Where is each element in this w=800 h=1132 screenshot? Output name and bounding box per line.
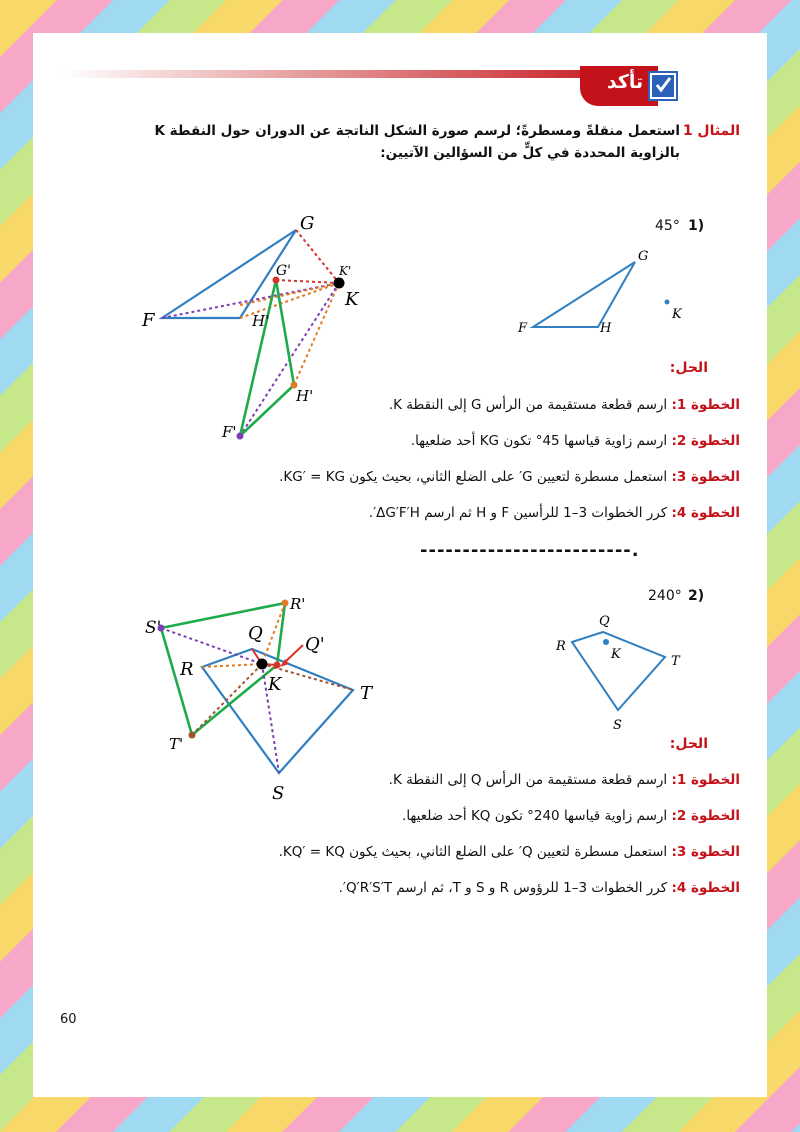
step-label: الخطوة 2: [671, 433, 740, 449]
step-label: الخطوة 1: [671, 397, 740, 413]
point-k [665, 300, 670, 305]
label-f: F [518, 321, 528, 336]
label-hp: H' [296, 387, 314, 405]
step-label: الخطوة 1: [671, 772, 740, 788]
q2-step-4 [140, 880, 740, 896]
segment-gk [296, 230, 339, 283]
example-intro: استعمل منقلةً ومسطرةً؛ لرسم صورة الشكل الناتجة عن الدوران حول النقطة K بالزاوية المحددة في كلٍّ من السؤالين الآتيين: [154, 123, 680, 161]
point-qp [274, 662, 281, 669]
triangle-fgh [533, 262, 635, 327]
segment-gpk [276, 280, 339, 283]
q1-solution-figure [130, 205, 390, 450]
question-1-number: 1) [688, 218, 705, 234]
label-q: Q [599, 614, 610, 629]
step-text: ارسم قطعة مستقيمة من الرأس Q إلى النقطة K. [388, 772, 668, 788]
point-k [603, 639, 609, 645]
label-t: T [671, 654, 680, 669]
q2-given-figure [545, 605, 705, 735]
q2-solution-label: الحل: [669, 736, 708, 752]
point-k [257, 659, 268, 670]
header-bar [62, 70, 642, 78]
page-number: 60 [60, 1012, 77, 1027]
q2-step-2 [140, 808, 740, 824]
page-title: تأكد [606, 71, 644, 93]
segment-ktp [192, 664, 262, 735]
step-text: ارسم زاوية قياسها 240° تكون KQ أحد ضلعيها. [402, 808, 668, 824]
q1-solution-label: الحل: [669, 360, 708, 376]
point-k [334, 278, 345, 289]
step-label: الخطوة 4: [671, 880, 740, 896]
label-g: G [300, 213, 315, 234]
segment-khp [294, 283, 339, 385]
q2-step-3 [140, 844, 740, 860]
page [33, 33, 767, 1097]
question-2-number: 2) [688, 588, 705, 604]
step-text: ارسم زاوية قياسها 45° تكون KG أحد ضلعيها. [410, 433, 668, 449]
step-text: ارسم قطعة مستقيمة من الرأس G إلى النقطة K. [388, 397, 668, 413]
q1-step-2 [140, 433, 740, 449]
example-label: المثال 1 [682, 123, 740, 139]
q1-step-1 [140, 397, 740, 413]
separator: -------------------------. [420, 540, 640, 561]
label-gp: G' [276, 263, 292, 279]
label-h: H [600, 321, 612, 336]
label-tp: T' [169, 735, 184, 753]
arrow-qp-line [284, 645, 303, 663]
q1-given-figure [500, 240, 700, 340]
label-t: T [360, 683, 373, 704]
question-1-angle: 45° [655, 218, 680, 234]
label-s: S [613, 718, 622, 733]
step-text: استعمل مسطرة لتعيين Q′ على الضلع الثاني، بحيث يكون KQ′ = KQ. [278, 844, 668, 860]
step-text: كرر الخطوات 3–1 للرأسين F و H ثم ارسم ΔG′F′H′. [368, 505, 668, 521]
label-qp: Q' [305, 634, 325, 655]
question-2-angle: 240° [648, 588, 682, 604]
q1-step-4 [140, 505, 740, 521]
label-r: R [180, 659, 194, 680]
segment-ksp [161, 628, 262, 664]
point-tp [189, 732, 196, 739]
label-k: K [672, 307, 682, 322]
step-label: الخطوة 3: [671, 844, 740, 860]
label-r: R [556, 639, 566, 654]
label-f: F [142, 310, 155, 331]
step-label: الخطوة 3: [671, 469, 740, 485]
label-sp: S' [145, 618, 162, 638]
step-text: كرر الخطوات 3–1 للرؤوس R و S و T، ثم ارسم Q′R′S′T′. [338, 880, 668, 896]
q2-step-1 [140, 772, 740, 788]
checkbox-icon [650, 73, 676, 99]
label-kp: K' [339, 264, 352, 278]
quadrilateral-qtsr [572, 632, 665, 710]
step-label: الخطوة 4: [671, 505, 740, 521]
label-q: Q [248, 623, 263, 644]
step-text: استعمل مسطرة لتعيين G′ على الضلع الثاني، بحيث يكون KG′ = KG. [279, 469, 668, 485]
label-g: G [638, 249, 649, 264]
label-rp: R' [290, 595, 306, 613]
label-s: S [272, 783, 285, 804]
label-k: K [611, 647, 621, 662]
label-fp: F' [222, 423, 237, 441]
label-k: K [345, 289, 359, 310]
label-h: H' [252, 312, 270, 330]
label-k: K [268, 674, 282, 695]
point-rp [282, 600, 289, 607]
q1-step-3 [140, 469, 740, 485]
step-label: الخطوة 2: [671, 808, 740, 824]
